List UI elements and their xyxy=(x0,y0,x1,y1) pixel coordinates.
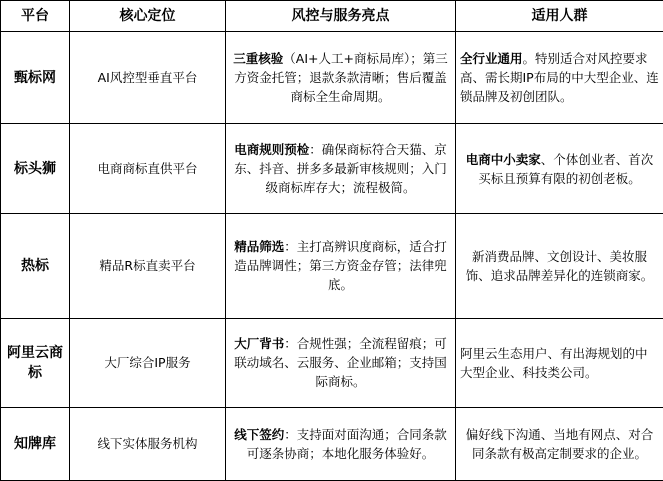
features-text: ：确保商标符合天猫、京东、抖音、拼多多最新审核规则；入门级商标库存大；流程极简。 xyxy=(234,142,447,196)
features-text: ：合规性强；全流程留痕；可联动域名、云服务、企业邮箱；支持国际商标。 xyxy=(234,336,447,390)
table-row xyxy=(1,318,663,407)
audience-text: 、个体创业者、首次买标且预算有限的初创老板。 xyxy=(478,151,654,186)
core-position: 精品R标直卖平台 xyxy=(70,214,226,319)
header-audience: 适用人群 xyxy=(456,1,663,32)
features-text: ：支持面对面沟通；合同条款可逐条协商；本地化服务体验好。 xyxy=(246,426,447,461)
audience-text: 。特别适合对风控要求高、需长期IP布局的中大型企业、连锁品牌及初创团队。 xyxy=(460,51,659,105)
table-row xyxy=(1,407,663,480)
features-cell xyxy=(226,32,456,124)
audience-text: 偏好线下沟通、当地有网点、对合同条款有极高定制要求的企业。 xyxy=(465,426,654,461)
audience-cell xyxy=(456,32,663,124)
platform-name: 甄标网 xyxy=(1,32,70,124)
platform-name: 热标 xyxy=(1,214,70,319)
header-features: 风控与服务亮点 xyxy=(226,1,456,32)
audience-text: 新消费品牌、文创设计、美妆服饰、追求品牌差异化的连锁商家。 xyxy=(465,248,654,283)
audience-cell xyxy=(456,318,663,407)
platform-name: 知牌库 xyxy=(1,407,70,480)
features-cell xyxy=(226,214,456,319)
table-row xyxy=(1,214,663,319)
features-highlight: 大厂背书 xyxy=(234,336,285,352)
audience-cell xyxy=(456,407,663,480)
features-highlight: 三重核验 xyxy=(233,51,284,67)
core-position: 电商商标直供平台 xyxy=(70,124,226,214)
features-highlight: 电商规则预检 xyxy=(234,142,310,158)
features-cell xyxy=(226,124,456,214)
features-cell xyxy=(226,407,456,480)
features-text: （AI+人工+商标局库）；第三方资金托管；退款条款清晰；售后覆盖商标全生命周期。 xyxy=(234,51,448,105)
audience-text: 阿里云生态用户、有出海规划的中大型企业、科技类公司。 xyxy=(460,345,648,380)
features-text: ：主打高辨识度商标，适合打造品牌调性；第三方资金存管；法律兜底。 xyxy=(234,239,447,293)
table-header-row xyxy=(1,1,663,32)
core-position: AI风控型垂直平台 xyxy=(70,32,226,124)
platform-name: 标头狮 xyxy=(1,124,70,214)
header-position: 核心定位 xyxy=(70,1,226,32)
audience-highlight: 全行业通用 xyxy=(460,51,523,67)
core-position: 线下实体服务机构 xyxy=(70,407,226,480)
features-highlight: 精品筛选 xyxy=(234,239,285,255)
platform-name: 阿里云商标 xyxy=(1,318,70,407)
features-highlight: 线下签约 xyxy=(234,426,285,442)
core-position: 大厂综合IP服务 xyxy=(70,318,226,407)
audience-cell xyxy=(456,214,663,319)
features-cell xyxy=(226,318,456,407)
table-row xyxy=(1,32,663,124)
audience-highlight: 电商中小卖家 xyxy=(465,151,541,167)
audience-cell xyxy=(456,124,663,214)
header-platform: 平台 xyxy=(1,1,70,32)
table-row xyxy=(1,124,663,214)
